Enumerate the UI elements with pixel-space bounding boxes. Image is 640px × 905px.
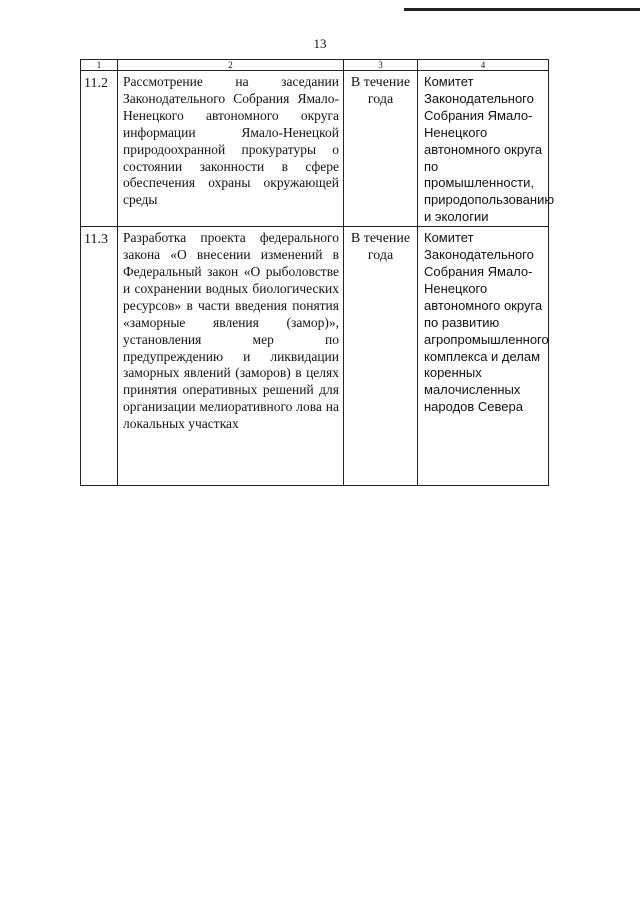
top-edge-rule [404, 8, 640, 11]
table-header-row [81, 60, 549, 71]
page-number: 13 [313, 36, 327, 51]
row-term: В течение года [344, 71, 418, 227]
row-number: 11.3 [81, 227, 118, 486]
column-header-2: 2 [118, 60, 344, 71]
column-header-3: 3 [344, 60, 418, 71]
row-number: 11.2 [81, 71, 118, 227]
row-responsible: Комитет Законодательного Собрания Ямало-Ненецкого автономного округа по развитию агропромышленного комплекса и делам коренных малочисленных народов Севера [418, 227, 549, 486]
plan-table [80, 59, 555, 486]
row-term: В течение года [344, 227, 418, 486]
row-description: Рассмотрение на заседании Законодательного Собрания Ямало-Ненецкого автономного округа информации Ямало-Ненецкой природоохранной прокуратуры о состоянии законности в сфере обеспечения охраны окружающей среды [118, 71, 344, 227]
row-responsible: Комитет Законодательного Собрания Ямало-Ненецкого автономного округа по промышленности, природопользованию и экологии [418, 71, 549, 227]
column-header-1: 1 [81, 60, 118, 71]
row-description: Разработка проекта федерального закона «О внесении изменений в Федеральный закон «О рыболовстве и сохранении водных биологических ресурсов» в части введения понятия «заморные явления (замор)», установления мер по предупреждению и ликвидации заморных явлений (заморов) в целях принятия оперативных решений для организации мелиоративного лова на локальных участках [118, 227, 344, 486]
table-row [81, 227, 549, 486]
table-row [81, 71, 549, 227]
column-header-4: 4 [418, 60, 549, 71]
